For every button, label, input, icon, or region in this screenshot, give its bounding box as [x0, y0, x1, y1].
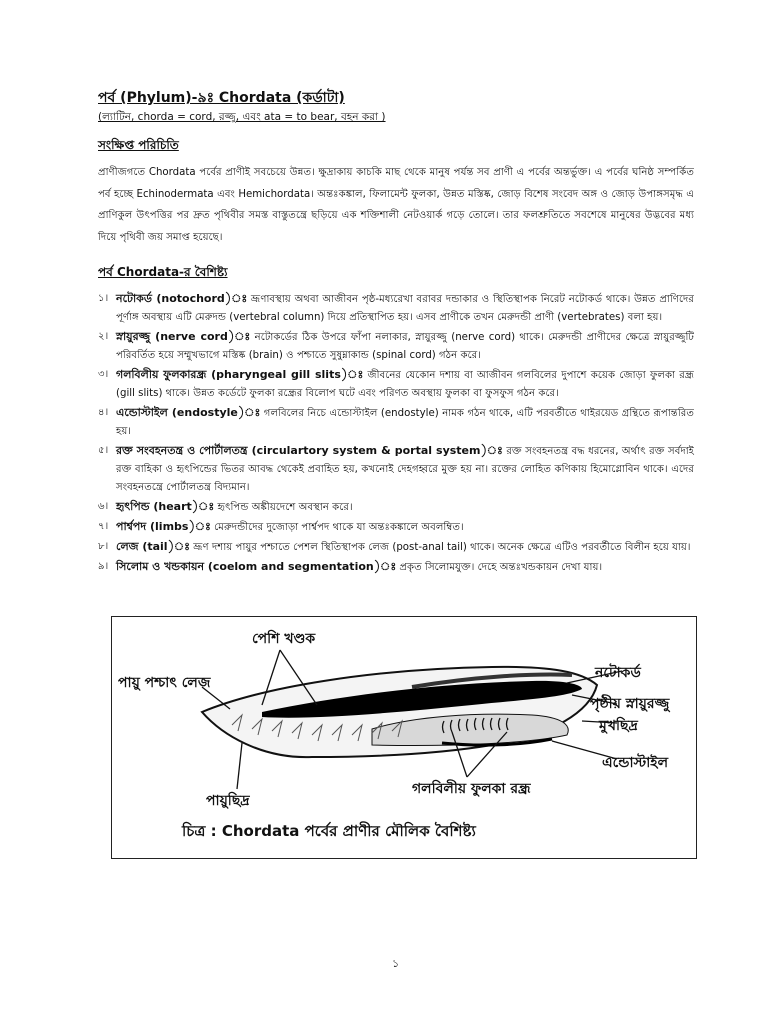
page-number: ১	[392, 957, 400, 970]
feature-number: ৫।	[98, 445, 109, 456]
page-heading: পর্ব (Phylum)-৯ঃ Chordata (কর্ডাটা)	[98, 90, 345, 106]
label-mouth: মুখছিদ্র	[599, 718, 638, 734]
feature-item	[98, 442, 694, 497]
feature-item	[98, 328, 694, 365]
feature-item	[98, 518, 694, 537]
feature-number: ৪।	[98, 407, 109, 418]
label-endostyle: এন্ডোস্টাইল	[602, 755, 668, 771]
feature-text: প্রকৃত সিলোমযুক্ত। দেহে অন্তঃখন্ডকায়ন দেখা যায়।	[396, 562, 603, 573]
feature-title: গলবিলীয় ফুলকারন্ধ্র (pharyngeal gill slits)ঃ	[116, 368, 364, 381]
feature-title: এন্ডোস্টাইল (endostyle)ঃ	[116, 406, 261, 419]
feature-item	[98, 404, 694, 441]
feature-text: মেরুদন্ডীদের দুজোড়া পার্শ্বপদ থাকে যা অন্তঃকঙ্কালে অবলম্বিত।	[210, 522, 464, 533]
feature-item	[98, 498, 694, 517]
label-muscle-segment: পেশি খণ্ডক	[252, 631, 316, 647]
feature-text: নটোকর্ডের ঠিক উপরে ফাঁপা নলাকার, স্নায়ুরজ্জু (nerve cord) থাকে। মেরুদন্ডী প্রাণীদের ক্ষেত্রে স্নায়ুরজ্জুটি পরিবর্তিত হয়ে সম্মুখভাগে মস্তিষ্ক (brain) ও পশ্চাতে সুষুম্নাকান্ড (spinal cord) গঠন করে।	[116, 332, 694, 361]
feature-number: ৬।	[98, 501, 109, 512]
feature-title: রক্ত সংবহনতন্ত্র ও পোর্টালতন্ত্র (circulartory system & portal system)ঃ	[116, 444, 503, 457]
feature-title: স্নায়ুরজ্জু (nerve cord)ঃ	[116, 330, 251, 343]
feature-item	[98, 538, 694, 557]
feature-text: রক্ত সংবহনতন্ত্র বদ্ধ ধরনের, অর্থাৎ রক্ত সর্বদাই রক্ত বাহিকা ও হৃৎপিন্ডের ভিতর আবদ্ধ থেকেই প্রবাহিত হয়, কখনোই দেহগহ্বরে মুক্ত হয় না। রক্তের লোহিত কণিকায় হিমোগ্লোবিন থাকে। এদের সংবহনতন্ত্রে পোর্টালতন্ত্র বিদ্যমান।	[116, 446, 694, 493]
feature-number: ২।	[98, 331, 109, 342]
feature-number: ১।	[98, 293, 109, 304]
label-pharyngeal-gill-slits: গলবিলীয় ফুলকা রন্ধ্র	[412, 781, 531, 797]
feature-title: পার্শ্বপদ (limbs)ঃ	[116, 520, 211, 533]
feature-title: লেজ (tail)ঃ	[116, 540, 191, 553]
feature-item	[98, 558, 694, 577]
etymology-note: (ল্যাটিন, chorda = cord, রজ্জু, এবং ata = to bear, বহন করা )	[98, 111, 386, 123]
feature-title: হৃৎপিন্ড (heart)ঃ	[116, 500, 215, 513]
intro-heading: সংক্ষিপ্ত পরিচিতি	[98, 138, 179, 152]
feature-number: ৮।	[98, 541, 109, 552]
feature-number: ৩।	[98, 369, 109, 380]
feature-item	[98, 366, 694, 403]
label-notochord: নটোকর্ড	[595, 665, 641, 681]
intro-paragraph: প্রাণীজগতে Chordata পর্বের প্রাণীই সবচেয়ে উন্নত। ক্ষুদ্রাকায় কাচকি মাছ থেকে মানুষ পর্যন্ত সব প্রাণী এ পর্বের অন্তর্ভুক্ত। এ পর্বের ঘনিষ্ঠ সম্পর্কিত পর্ব হচ্ছে Echinodermata এবং Hemichordata। অন্তঃকঙ্কাল, ফিলামেন্ট ফুলকা, উন্নত মস্তিষ্ক, জোড় বিশেষ সংবেদ অঙ্গ ও জোড় উপাঙ্গসমৃদ্ধ এ প্রাণিকুল উৎপত্তির পর দ্রুত পৃথিবীর সমস্ত বাস্তুতন্ত্রে ছড়িয়ে এক শক্তিশালী নেটওয়ার্ক গড়ে তোলে। তার ফলশ্রুতিতে সবশেষে মানুষের উদ্ভবের মধ্য দিয়ে পৃথিবী জয় সমাপ্ত হয়েছে।	[98, 167, 694, 243]
feature-text: হৃৎপিন্ড অঙ্কীয়দেশে অবস্থান করে।	[214, 502, 353, 513]
features-list	[98, 290, 694, 578]
feature-title: সিলোম ও খন্ডকায়ন (coelom and segmentation)ঃ	[116, 560, 397, 573]
figure-caption: চিত্র : Chordata পর্বের প্রাণীর মৌলিক বৈশিষ্ট্য	[182, 822, 476, 840]
label-anus: পায়ুছিদ্র	[206, 793, 250, 809]
label-post-anal-tail: পায়ু পশ্চাৎ লেজ	[118, 675, 211, 691]
feature-title: নটোকর্ড (notochord)ঃ	[116, 292, 248, 305]
feature-text: ভ্রূণ দশায় পায়ুর পশ্চাতে পেশল স্থিতিস্থাপক লেজ (post-anal tail) থাকে। অনেক ক্ষেত্রে এটিও পরবর্তীতে বিলীন হয়ে যায়।	[190, 542, 691, 553]
feature-number: ৯।	[98, 561, 109, 572]
features-heading: পর্ব Chordata-র বৈশিষ্ট্য	[98, 265, 228, 279]
feature-item	[98, 290, 694, 327]
feature-text: গলবিলের নিচে এন্ডোস্টাইল (endostyle) নামক গঠন থাকে, এটি পরবর্তীতে থাইরয়েড গ্রন্থিতে রূপান্তরিত হয়।	[116, 408, 694, 437]
label-dorsal-nerve-cord: পৃষ্ঠীয় স্নায়ুরজ্জু	[590, 696, 670, 712]
feature-text: ভ্রূণাবস্থায় অথবা আজীবন পৃষ্ঠ-মধ্যরেখা বরাবর দন্ডাকার ও স্থিতিস্থাপক নিরেট নটোকর্ড থাকে। উন্নত প্রাণিদের পূর্ণাঙ্গ অবস্থায় এটি মেরুদন্ড (vertebral column) দিয়ে প্রতিস্থাপিত হয়। এসব প্রাণীকে তখন মেরুদন্ডী প্রাণী (vertebrates) বলা হয়।	[116, 294, 695, 323]
feature-text: জীবনের যেকোন দশায় বা আজীবন গলবিলের দুপাশে কয়েক জোড়া ফুলকা রন্ধ্র (gill slits) থাকে। উন্নত কর্ডেটে ফুলকা রন্ধ্রের বিলোপ ঘটে এবং পরিণত অবস্থায় ফুলকা বা ফুসফুস গঠন করে।	[116, 370, 694, 399]
feature-number: ৭।	[98, 521, 109, 532]
